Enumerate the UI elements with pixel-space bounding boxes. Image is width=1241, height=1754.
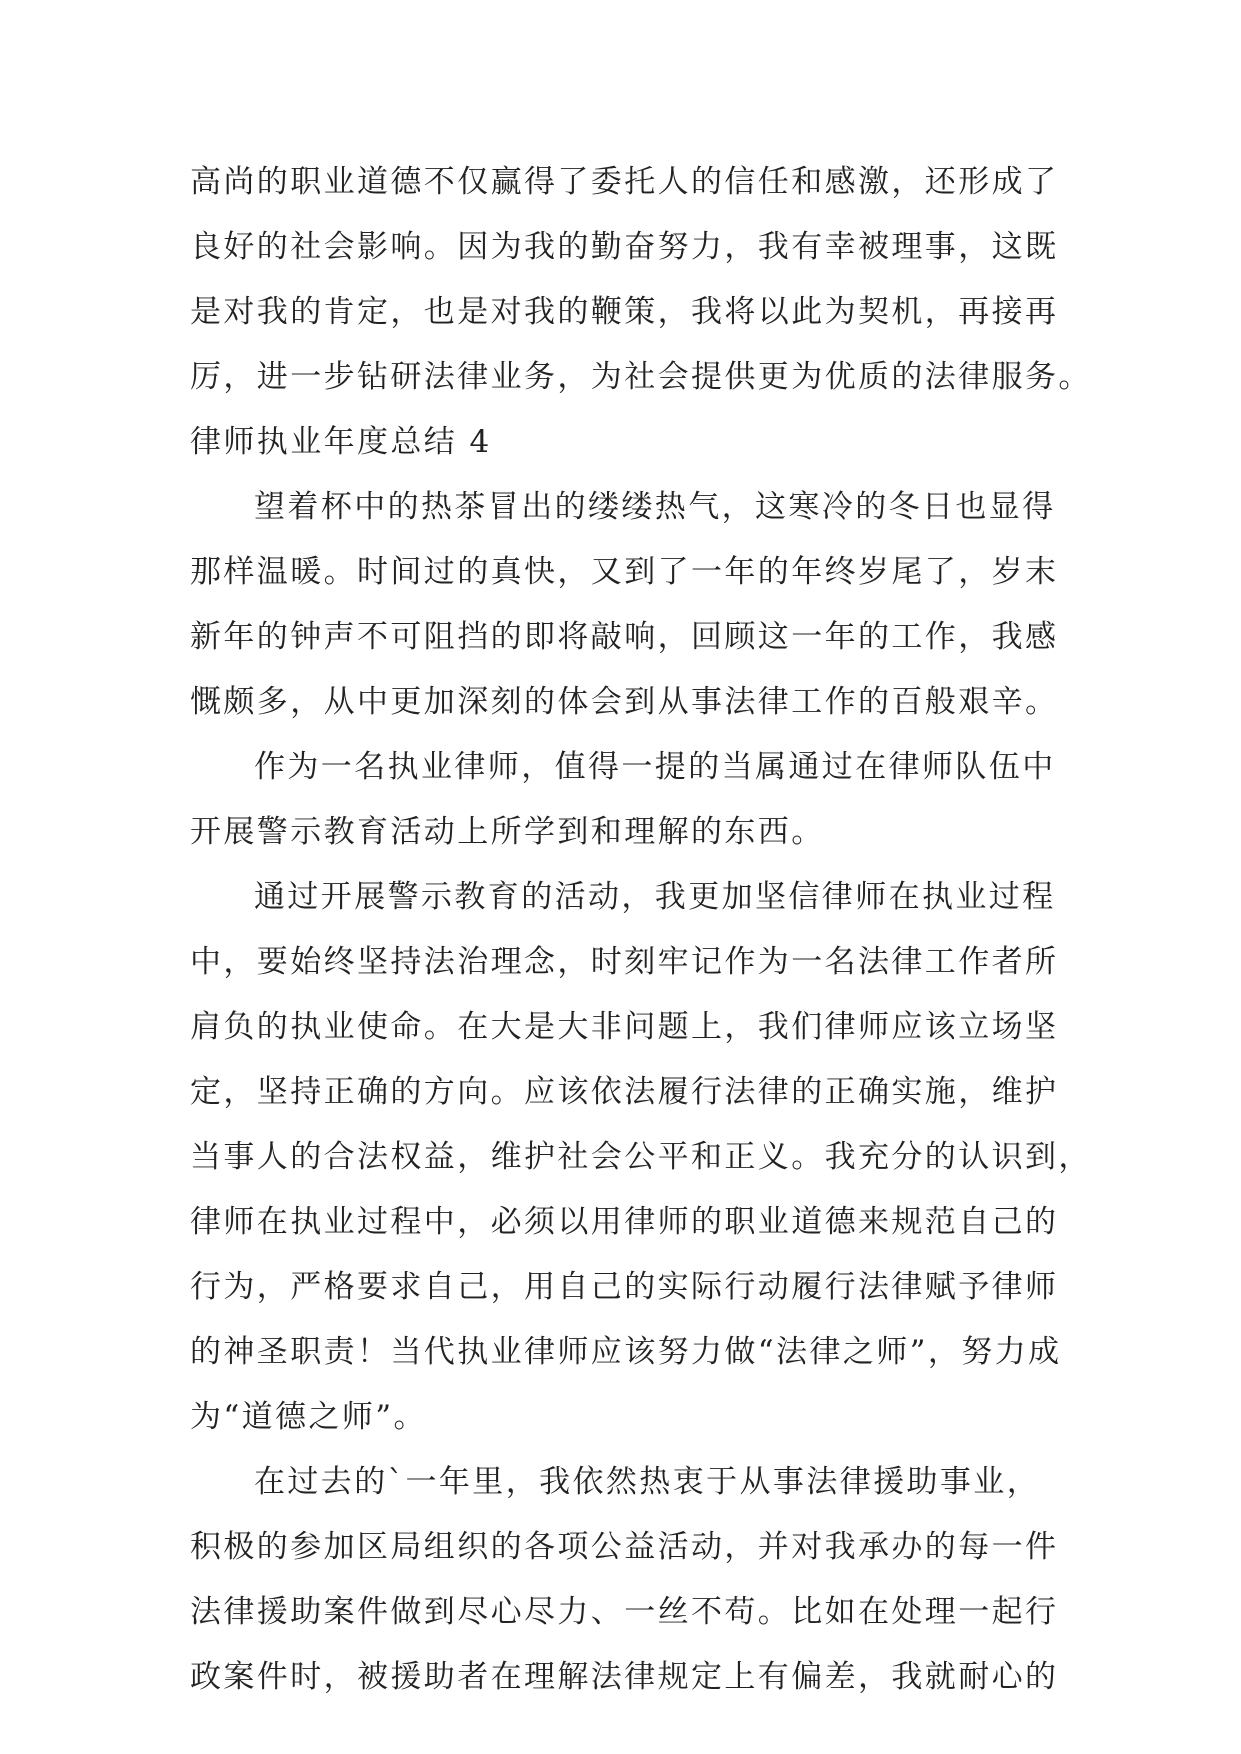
text-line: 开展警示教育活动上所学到和理解的东西。 [190, 814, 825, 850]
text-line: 是对我的肯定，也是对我的鞭策，我将以此为契机，再接再 [190, 294, 1059, 330]
text-line: 积极的参加区局组织的各项公益活动，并对我承办的每一件 [190, 1529, 1059, 1565]
text-line: 法律援助案件做到尽心尽力、一丝不苟。比如在处理一起行 [190, 1594, 1059, 1630]
text-line: 厉，进一步钻研法律业务，为社会提供更为优质的法律服务。 [190, 359, 1092, 395]
text-line: 肩负的执业使命。在大是大非问题上，我们律师应该立场坚 [190, 1009, 1059, 1045]
document-body [190, 150, 1092, 1710]
text-line: 良好的社会影响。因为我的勤奋努力，我有幸被理事，这既 [190, 229, 1059, 265]
text-line: 新年的钟声不可阻挡的即将敲响，回顾这一年的工作，我感 [190, 619, 1059, 655]
text-line: 慨颇多，从中更加深刻的体会到从事法律工作的百般艰辛。 [190, 684, 1059, 720]
text-line: 的神圣职责！当代执业律师应该努力做“法律之师”，努力成 [190, 1334, 1062, 1370]
paragraph-first-line: 在过去的`一年里，我依然热衷于从事法律援助事业， [254, 1464, 1041, 1500]
text-line: 定，坚持正确的方向。应该依法履行法律的正确实施，维护 [190, 1074, 1059, 1110]
text-line: 行为，严格要求自己，用自己的实际行动履行法律赋予律师 [190, 1269, 1059, 1305]
paragraph-first-line: 作为一名执业律师，值得一提的当属通过在律师队伍中 [254, 749, 1056, 785]
text-line: 高尚的职业道德不仅赢得了委托人的信任和感激，还形成了 [190, 164, 1059, 200]
text-line: 为“道德之师”。 [190, 1399, 427, 1435]
text-line: 那样温暖。时间过的真快，又到了一年的年终岁尾了，岁末 [190, 554, 1059, 590]
text-line: 当事人的合法权益，维护社会公平和正义。我充分的认识到， [190, 1139, 1092, 1175]
text-line: 中，要始终坚持法治理念，时刻牢记作为一名法律工作者所 [190, 944, 1059, 980]
paragraph-first-line: 通过开展警示教育的活动，我更加坚信律师在执业过程 [254, 879, 1056, 915]
text-line: 政案件时，被援助者在理解法律规定上有偏差，我就耐心的 [190, 1659, 1059, 1695]
paragraph-first-line: 望着杯中的热茶冒出的缕缕热气，这寒冷的冬日也显得 [254, 489, 1056, 525]
text-line: 律师在执业过程中，必须以用律师的职业道德来规范自己的 [190, 1204, 1059, 1240]
text-line: 律师执业年度总结 4 [190, 424, 492, 460]
